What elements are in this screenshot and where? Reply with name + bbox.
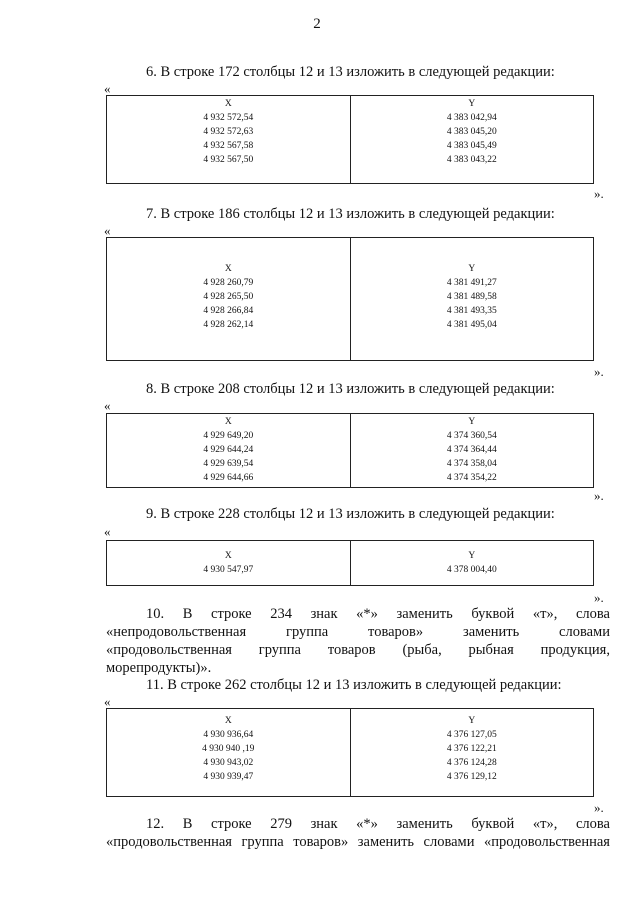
x-header: X bbox=[224, 716, 232, 726]
paragraph-12 bbox=[106, 815, 610, 851]
y-value: 4 381 495,04 bbox=[446, 320, 497, 330]
x-header: X bbox=[224, 551, 232, 561]
section-7-heading: 7. В строке 186 столбцы 12 и 13 изложить в следующей редакции: bbox=[146, 206, 555, 222]
section-8-close-quote: ». bbox=[594, 488, 604, 503]
x-header: X bbox=[224, 99, 232, 109]
paragraph-10-line bbox=[106, 641, 610, 659]
x-value: 4 929 639,54 bbox=[203, 459, 254, 469]
word: знак bbox=[310, 816, 338, 832]
paragraph-10 bbox=[106, 605, 610, 677]
section-7-coord-table bbox=[106, 237, 594, 361]
x-column bbox=[107, 709, 351, 797]
word: продукция, bbox=[540, 642, 610, 658]
word: слова bbox=[575, 606, 610, 622]
word: 10. bbox=[146, 606, 165, 622]
paragraph-12-line bbox=[106, 815, 610, 833]
section-6-close-quote: ». bbox=[594, 186, 604, 201]
word: словами bbox=[423, 834, 475, 850]
word: группа bbox=[258, 642, 301, 658]
x-value: 4 930 547,97 bbox=[203, 565, 254, 575]
y-header: Y bbox=[468, 99, 476, 109]
y-value: 4 374 354,22 bbox=[446, 473, 497, 483]
word: (рыба, bbox=[402, 642, 442, 658]
y-column bbox=[350, 238, 594, 361]
word: «продовольственная bbox=[106, 642, 232, 658]
y-value: 4 374 358,04 bbox=[446, 459, 497, 469]
paragraph-10-line bbox=[106, 605, 610, 623]
word: В bbox=[182, 816, 193, 832]
word: «*» bbox=[356, 816, 378, 832]
y-value: 4 381 493,35 bbox=[446, 306, 497, 316]
word: 12. bbox=[146, 816, 165, 832]
x-value: 4 929 644,24 bbox=[203, 445, 254, 455]
word: «т», bbox=[532, 816, 558, 832]
x-value: 4 932 572,54 bbox=[203, 113, 254, 123]
paragraph-10-line: морепродукты)». bbox=[106, 660, 212, 676]
word: В bbox=[182, 606, 193, 622]
section-7-open-quote: « bbox=[104, 223, 111, 238]
y-value: 4 381 489,58 bbox=[446, 292, 497, 302]
section-6-heading: 6. В строке 172 столбцы 12 и 13 изложить в следующей редакции: bbox=[146, 64, 555, 80]
y-header: Y bbox=[468, 716, 476, 726]
section-11-open-quote: « bbox=[104, 694, 111, 709]
word: буквой bbox=[471, 606, 515, 622]
y-value: 4 374 364,44 bbox=[446, 445, 497, 455]
x-header: X bbox=[224, 264, 232, 274]
x-column bbox=[107, 238, 351, 361]
section-9-heading: 9. В строке 228 столбцы 12 и 13 изложить в следующей редакции: bbox=[146, 506, 555, 522]
word: заменить bbox=[396, 606, 453, 622]
word: строке bbox=[211, 816, 252, 832]
section-8-coord-table bbox=[106, 413, 594, 488]
y-value: 4 383 045,49 bbox=[446, 141, 497, 151]
section-11-close-quote: ». bbox=[594, 800, 604, 815]
section-6-coord-table bbox=[106, 95, 594, 184]
x-value: 4 932 567,58 bbox=[203, 141, 254, 151]
x-column bbox=[107, 414, 351, 488]
word: «продовольственная bbox=[483, 834, 610, 850]
word: 279 bbox=[270, 816, 292, 832]
section-11-heading: 11. В строке 262 столбцы 12 и 13 изложить в следующей редакции: bbox=[146, 677, 562, 693]
x-value: 4 929 644,66 bbox=[203, 473, 254, 483]
word: рыбная bbox=[468, 642, 514, 658]
word: знак bbox=[310, 606, 338, 622]
paragraph-12-line bbox=[106, 833, 610, 851]
section-8-heading: 8. В строке 208 столбцы 12 и 13 изложить в следующей редакции: bbox=[146, 381, 555, 397]
section-9-coord-table bbox=[106, 540, 594, 586]
y-header: Y bbox=[468, 551, 476, 561]
x-value: 4 928 266,84 bbox=[203, 306, 254, 316]
x-value: 4 928 260,79 bbox=[203, 278, 254, 288]
y-column bbox=[350, 96, 594, 184]
y-column bbox=[350, 414, 594, 488]
page-number: 2 bbox=[313, 16, 321, 32]
x-value: 4 928 265,50 bbox=[203, 292, 254, 302]
x-value: 4 930 936,64 bbox=[203, 730, 254, 740]
x-header: X bbox=[224, 417, 232, 427]
word: слова bbox=[575, 816, 610, 832]
x-value: 4 930 939,47 bbox=[203, 772, 254, 782]
y-column bbox=[350, 541, 594, 586]
word: группа bbox=[241, 834, 284, 850]
x-value: 4 928 262,14 bbox=[203, 320, 254, 330]
section-9-close-quote: ». bbox=[594, 590, 604, 605]
word: буквой bbox=[471, 816, 515, 832]
y-value: 4 383 042,94 bbox=[446, 113, 497, 123]
word: «т», bbox=[532, 606, 558, 622]
section-7-close-quote: ». bbox=[594, 364, 604, 379]
y-column bbox=[350, 709, 594, 797]
y-value: 4 376 129,12 bbox=[446, 772, 497, 782]
x-value: 4 932 572,63 bbox=[203, 127, 254, 137]
y-value: 4 376 124,28 bbox=[446, 758, 497, 768]
section-9-open-quote: « bbox=[104, 524, 111, 539]
x-column bbox=[107, 541, 351, 586]
word: заменить bbox=[396, 816, 453, 832]
x-value: 4 930 943,02 bbox=[203, 758, 254, 768]
word: товаров» bbox=[293, 834, 349, 850]
y-value: 4 381 491,27 bbox=[446, 278, 497, 288]
word: строке bbox=[211, 606, 252, 622]
word: заменить bbox=[462, 624, 520, 640]
x-column bbox=[107, 96, 351, 184]
section-6-open-quote: « bbox=[104, 81, 111, 96]
word: «продовольственная bbox=[106, 834, 232, 850]
y-header: Y bbox=[468, 264, 476, 274]
word: 234 bbox=[270, 606, 292, 622]
y-value: 4 383 045,20 bbox=[446, 127, 497, 137]
x-value: 4 929 649,20 bbox=[203, 431, 254, 441]
y-value: 4 374 360,54 bbox=[446, 431, 497, 441]
word: «непродовольственная bbox=[106, 624, 247, 640]
section-11-coord-table bbox=[106, 708, 594, 797]
word: товаров bbox=[327, 642, 376, 658]
x-value: 4 930 940 ,19 bbox=[202, 744, 255, 754]
word: словами bbox=[559, 624, 610, 640]
word: заменить bbox=[357, 834, 415, 850]
x-value: 4 932 567,50 bbox=[203, 155, 254, 165]
paragraph-10-line bbox=[106, 623, 610, 641]
y-value: 4 376 127,05 bbox=[446, 730, 497, 740]
section-8-open-quote: « bbox=[104, 398, 111, 413]
word: «*» bbox=[356, 606, 378, 622]
y-header: Y bbox=[468, 417, 476, 427]
y-value: 4 378 004,40 bbox=[446, 565, 497, 575]
word: группа bbox=[286, 624, 329, 640]
word: товаров» bbox=[368, 624, 424, 640]
y-value: 4 376 122,21 bbox=[446, 744, 497, 754]
y-value: 4 383 043,22 bbox=[446, 155, 497, 165]
